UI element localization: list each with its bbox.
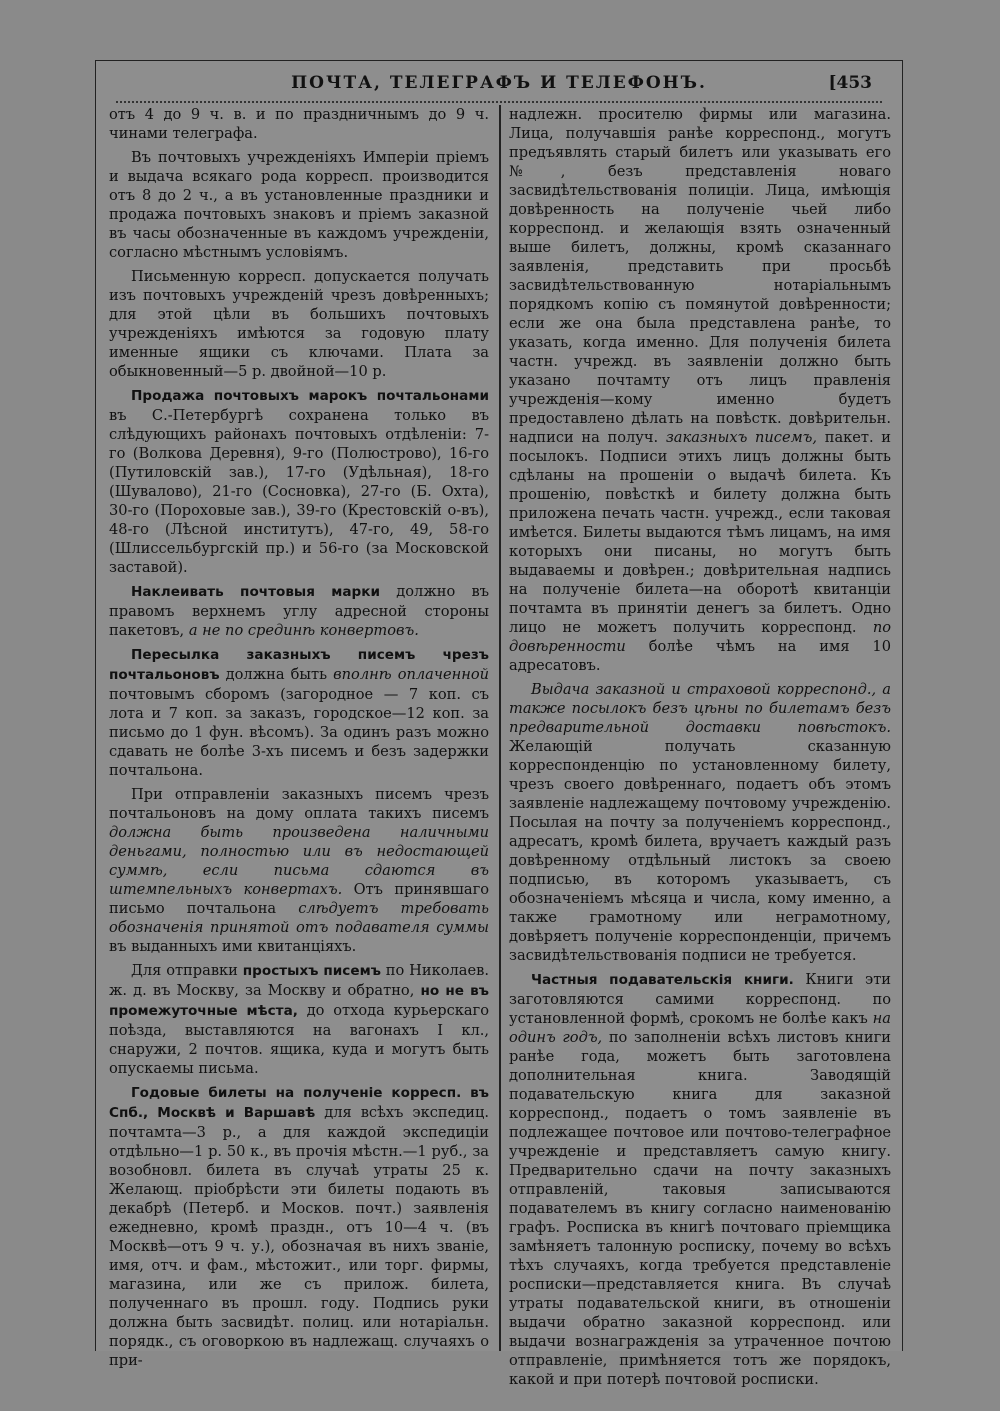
- paragraph: [109, 386, 489, 577]
- left-column: [109, 105, 490, 1369]
- paragraph-text: почтовымъ сборомъ (загородное — 7 коп. съ лота и 7 коп. за заказъ, городское—12 коп. за письмо до 1 фун. вѣсомъ). За одинъ разъ можно сдавать не болѣе 3-хъ писемъ и безъ задержки почтальона.: [109, 686, 489, 779]
- paragraph-text: для всѣхъ экспедиц. почтамта—3 р., а для каждой экспедицiи отдѣльно—1 р. 50 к., въ прочiя мѣстн.—1 руб., за возобновл. билета въ случаѣ утраты 25 к. Желающ. прiобрѣсти эти билеты подають въ декабрѣ (Петерб. и Москов. почт.) заявленiя ежедневно, кромѣ праздн., отъ 10—4 ч. (въ Москвѣ—отъ 9 ч. у.), обозначая въ нихъ званiе, имя, отч. и фам., мѣстожит., или торг. фирмы, магазина, или же съ прилож. билета, полученнаго въ прошл. году. Подпись руки должна быть засвидѣт. полиц. или нотарiальн. порядк., съ оговоркою въ надлежащ. случаяхъ о при-: [109, 1104, 489, 1369]
- running-header: [96, 71, 902, 101]
- paragraph-text: Для отправки: [131, 962, 243, 979]
- paragraph: Письменную корресп. допускается получать изъ почтовыхъ учрежденiй чрезъ довѣренныхъ; для этой цѣли въ большихъ почтовыхъ учрежденiяхъ имѣются за годовую плату именные ящики съ ключами. Плата за обыкновенный—5 р. двойной—10 р.: [109, 268, 489, 380]
- paragraph: отъ 4 до 9 ч. в. и по праздничнымъ до 9 ч. чинами телеграфа.: [109, 106, 489, 142]
- bold-text: но не въ промежуточные мѣста,: [109, 983, 489, 1019]
- section-heading: Наклеивать почтовыя марки: [131, 584, 381, 600]
- right-column: [509, 105, 892, 1388]
- italic-text: а не по срединѣ конвертовъ.: [188, 622, 419, 639]
- paragraph: [509, 970, 891, 1389]
- section-heading: Пересылка заказныхъ писемъ чрезъ почтальоновъ: [109, 647, 489, 683]
- column-divider: [499, 105, 501, 1351]
- paragraph-text: пакет. и посылокъ. Подписи этихъ лицъ должны быть сдѣланы на прошенiи о выдачѣ билета. Къ прошенiю, повѣсткѣ и билету должна быть приложена печать частн. учрежд., если таковая имѣется. Билеты выдаются тѣмъ лицамъ, на имя которыхъ они писаны, но могутъ быть выдаваемы и довѣрен.; довѣрительная надпись на полученiе билета—на оборотѣ квитанцiи почтамта въ принятiи денегъ за билетъ. Одно лицо не можетъ получить корреспонд.: [509, 429, 891, 636]
- paragraph-text: Отъ принявшаго письмо почтальона: [109, 881, 489, 917]
- paragraph-text: въ С.-Петербургѣ сохранена только въ слѣдующихъ районахъ почтовыхъ отдѣленiи: 7-го (Волкова Деревня), 9-го (Полюстрово), 16-го (Путиловскiй зав.), 17-го (Удѣльная), 18-го (Шувалово), 21-го (Сосновка), 27-го (Б. Охта), 30-го (Пороховые зав.), 39-го (Крестовскiй о-въ), 48-го (Лѣсной институтъ), 47-го, 49, 58-го (Шлиссельбургскiй пр.) и 56-го (за Московской заставой).: [109, 407, 489, 576]
- paragraph-text: При отправленiи заказныхъ писемъ чрезъ почтальоновъ на дому оплата такихъ писемъ: [109, 786, 489, 822]
- page-title: ПОЧТА, ТЕЛЕГРАФЪ И ТЕЛЕФОНЪ.: [291, 73, 707, 93]
- paragraph: [509, 680, 891, 965]
- italic-text: вполнѣ оплаченной: [333, 666, 490, 683]
- paragraph: [509, 105, 891, 675]
- paragraph-text: болѣе чѣмъ на имя 10 адресатовъ.: [509, 638, 891, 674]
- header-rule: [116, 101, 882, 103]
- paragraph-text: Желающiй получать сказанную корреспонденцiю по установленному билету, чрезъ своего довѣреннаго, подаетъ объ этомъ заявленiе надлежащему почтовому учрежденiю. Посылая на почту за полученiемъ корреспонд., адресатъ, кромѣ билета, вручаетъ каждый разъ довѣренному отдѣльный листокъ за своею подписью, въ которомъ указываетъ, съ обозначенiемъ мѣсяца и числа, кому именно, а также грамотному или неграмотному, довѣряетъ полученiе корреспонденцiи, причемъ засвидѣтельствованiя подписи не требуется.: [509, 738, 891, 964]
- italic-text: по довѣренности: [509, 619, 891, 655]
- paragraph: [109, 785, 489, 956]
- paragraph-text: до отхода курьерскаго поѣзда, выставляются на вагонахъ I кл., снаружи, 2 почтов. ящика, куда и могутъ быть опускаемы письма.: [109, 1002, 489, 1077]
- paragraph: Въ почтовыхъ учрежденiяхъ Имперiи прiемъ и выдача всякаго рода корресп. производится отъ 8 до 2 ч., а въ установленные праздники и продажа почтовыхъ знаковъ и прiемъ заказной въ часы обозначенные въ каждомъ учрежденiи, согласно мѣстнымъ условiямъ.: [109, 149, 489, 261]
- paragraph-text: должна быть: [219, 666, 334, 683]
- section-heading: Годовые билеты на полученiе корресп. въ Спб., Москвѣ и Варшавѣ: [109, 1085, 489, 1121]
- paragraph-text: должно въ правомъ верхнемъ углу адресной стороны пакетовъ,: [109, 583, 489, 639]
- italic-text: должна быть произведена наличными деньгами, полностью или въ недостающей суммѣ, если письма сдаются въ штемпельныхъ конвертахъ.: [109, 824, 489, 898]
- section-heading: Продажа почтовыхъ марокъ почтальонами: [131, 388, 489, 404]
- paragraph-text: по заполненiи всѣхъ листовъ книги ранѣе года, можетъ быть заготовлена дополнительная книга. Заводящiй подавательскую книга для заказной корреспонд., подаетъ о томъ заявленiе въ подлежащее почтовое или почтово-телеграфное учрежденiе и представляетъ самую книгу. Предварительно сдачи на почту заказныхъ отправленiй, таковыя записываются подавателемъ въ книгу согласно наименованiю графъ. Росписка въ книгѣ почтоваго прiемщика замѣняетъ талонную росписку, почему во всѣхъ тѣхъ случаяхъ, когда требуется представленiе росписки—представляется книга. Въ случаѣ утраты подавательской книги, въ отношенiи выдачи обратно заказной корреспонд. или выдачи вознагражденiя за утраченное почтою отправленiе, примѣняется тотъ же порядокъ, какой и при потерѣ почтовой росписки.: [509, 1029, 891, 1388]
- paragraph-text: Книги эти заготовляются самими корреспонд. по установленной формѣ, срокомъ не болѣе какъ: [509, 971, 892, 1027]
- page: [95, 60, 903, 1388]
- italic-heading: Выдача заказной и страховой корреспонд., а также посылокъ безъ цѣны по билетамъ безъ предварительной доставки повѣстокъ.: [509, 681, 891, 736]
- bold-text: простыхъ писемъ: [242, 963, 381, 979]
- paragraph: [109, 1083, 489, 1370]
- paragraph-text: надлежн. просителю фирмы или магазина. Лица, получавшiя ранѣе корреспонд., могутъ предъявлять старый билетъ или указывать его №, безъ представленiя новаго засвидѣтельствованiя полицiи. Лица, имѣющiя довѣренность на полученiе чьей либо корреспонд. и желающiя взять означенный выше билетъ, должны, кромѣ сказаннаго заявленiя, представить при просьбѣ засвидѣтельствованную нотарiальнымъ порядкомъ копiю съ помянутой довѣренности; если же она была представлена ранѣе, то указать, когда именно. Для полученiя билета частн. учрежд. въ заявленiи должно быть указано почтамту отъ лицъ правленiя учрежденiя—кому именно будетъ предоставлено дѣлать на повѣстк. довѣрительн. надписи на получ.: [509, 106, 891, 446]
- italic-text: на одинъ годъ,: [509, 1010, 891, 1046]
- italic-text: слѣдуетъ требовать обозначенiя принятой отъ подавателя суммы: [109, 900, 489, 936]
- paragraph: [109, 961, 489, 1078]
- section-heading: Частныя подавательскiя книги.: [531, 972, 794, 988]
- italic-text: заказныхъ писемъ,: [665, 429, 818, 446]
- page-number: [453: [828, 73, 872, 93]
- paragraph: [109, 582, 489, 640]
- paragraph-text: по Николаев. ж. д. въ Москву, за Москву и обратно,: [109, 962, 489, 999]
- paragraph: [109, 645, 489, 780]
- paragraph-text: въ выданныхъ ими квитанцiяхъ.: [109, 938, 357, 955]
